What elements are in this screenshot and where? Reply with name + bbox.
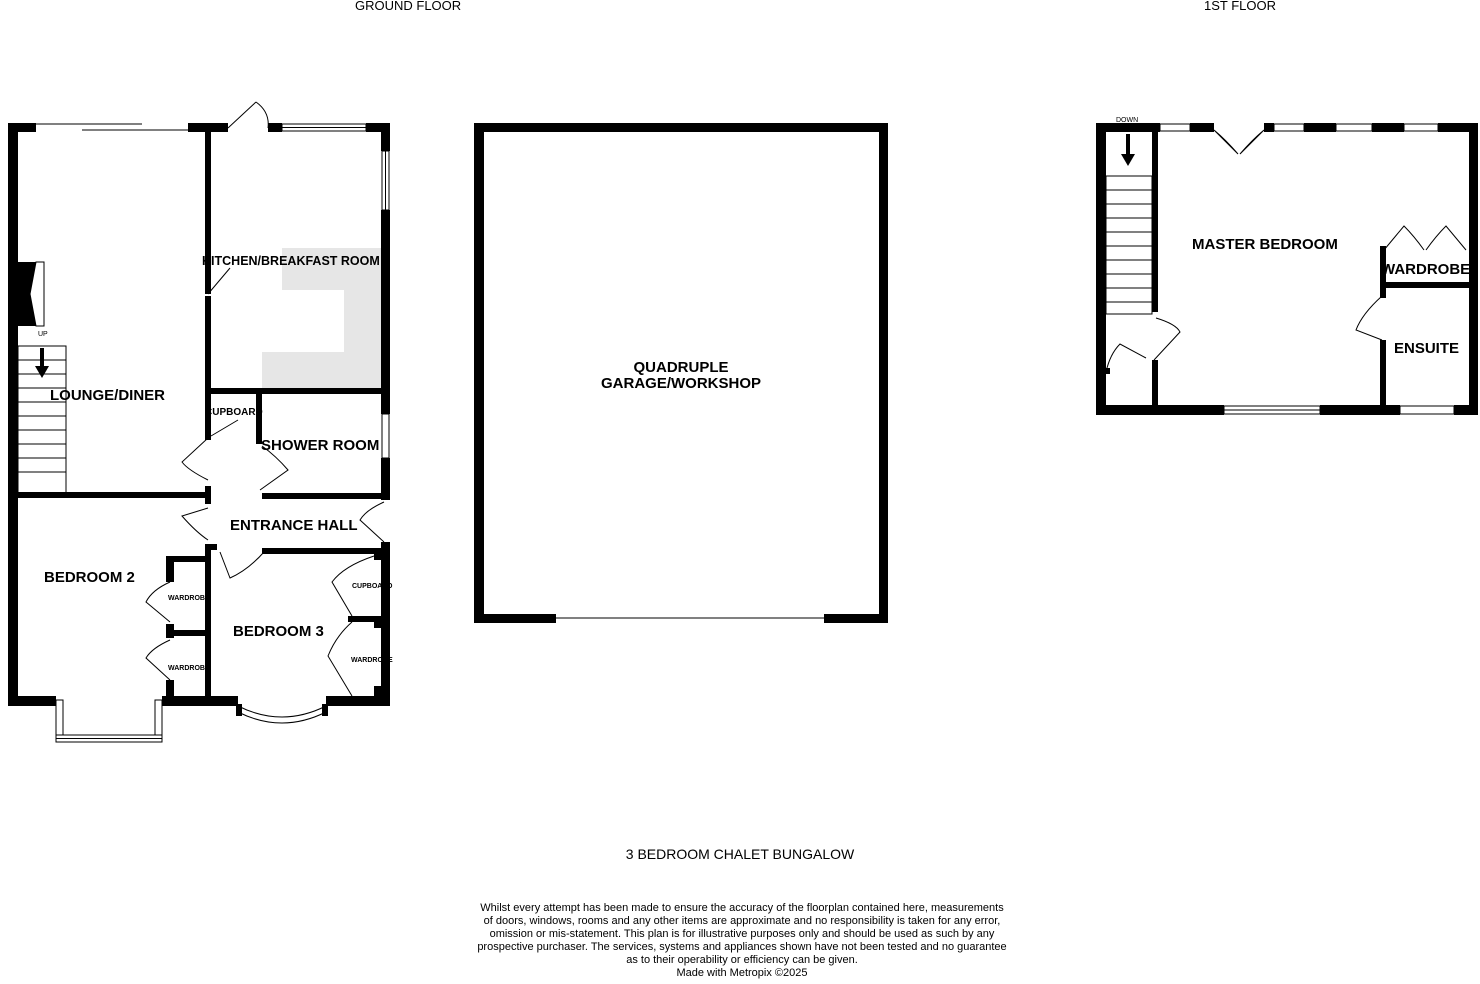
wall xyxy=(205,388,389,394)
disclaimer-line: Whilst every attempt has been made to ensure the accuracy of the floorplan contained here, measurements xyxy=(480,902,1004,914)
wall xyxy=(205,486,211,504)
wall xyxy=(374,548,382,560)
disclaimer xyxy=(440,902,1044,980)
wall xyxy=(8,696,56,706)
kitchen-worktop xyxy=(262,248,381,388)
stairs-down-label: DOWN xyxy=(1116,117,1139,124)
room-label-wardrobe: WARDROBE xyxy=(351,657,393,664)
room-label-garage-line2: GARAGE/WORKSHOP xyxy=(600,375,762,392)
wall xyxy=(474,614,556,623)
wall xyxy=(1372,123,1404,132)
disclaimer-line: Made with Metropix ©2025 xyxy=(676,967,808,979)
wall xyxy=(166,556,206,562)
disclaimer-line: prospective purchaser. The services, systems and appliances shown have not been tested and no guarantee xyxy=(477,941,1007,953)
staircase xyxy=(18,346,66,494)
room-label-bedroom-3: BEDROOM 3 xyxy=(233,623,324,640)
wall xyxy=(18,492,205,498)
wall xyxy=(879,123,888,623)
wall xyxy=(1304,123,1336,132)
wall xyxy=(474,123,888,132)
wall xyxy=(205,544,217,550)
room-label-hall-cupboard: CUPBOARD xyxy=(205,407,263,418)
wall xyxy=(1469,123,1478,415)
ground-floor-plan xyxy=(8,102,393,742)
wall xyxy=(381,542,390,706)
wall xyxy=(8,123,18,705)
wall xyxy=(1152,130,1158,312)
wall xyxy=(374,686,382,698)
wall xyxy=(1320,405,1400,415)
staircase xyxy=(1106,134,1152,314)
wall xyxy=(205,296,211,388)
room-label-garage-line1: QUADRUPLE xyxy=(633,359,729,376)
room-label-master-bedroom: MASTER BEDROOM xyxy=(1192,236,1338,253)
wall xyxy=(1380,282,1478,288)
room-label-kitchen: KITCHEN/BREAKFAST ROOM xyxy=(202,254,380,268)
wall xyxy=(1096,405,1224,415)
room-label-entrance-hall: ENTRANCE HALL xyxy=(230,517,358,534)
wall xyxy=(824,614,888,623)
room-label-ensuite: ENSUITE xyxy=(1394,340,1460,357)
wall xyxy=(205,130,211,294)
plan-title: 3 BEDROOM CHALET BUNGALOW xyxy=(625,846,855,862)
wall xyxy=(1152,360,1158,410)
room-label-shower: SHOWER ROOM xyxy=(261,437,380,454)
room-label-wardrobe: WARDROBE xyxy=(168,595,210,602)
ground-floor-title: GROUND FLOOR xyxy=(355,0,462,13)
room-label-bedroom-2: BEDROOM 2 xyxy=(44,569,135,586)
wall xyxy=(1190,123,1214,132)
disclaimer-line: of doors, windows, rooms and any other items are approximate and no responsibility is taken for any error, xyxy=(483,915,1001,927)
wall xyxy=(381,123,390,151)
wall xyxy=(1380,340,1386,412)
room-label-wardrobe: WARDROBE xyxy=(168,665,210,672)
disclaimer-line: omission or mis-statement. This plan is for illustrative purposes only and should be used as such by any xyxy=(489,928,995,940)
wall xyxy=(166,630,206,636)
wall xyxy=(166,680,174,698)
first-floor-title: 1ST FLOOR xyxy=(1204,0,1277,13)
room-label-master-wardrobe: WARDROBE xyxy=(1381,261,1471,278)
room-label-lounge: LOUNGE/DINER xyxy=(50,387,166,404)
disclaimer-line: as to their operability or efficiency can be given. xyxy=(626,954,858,966)
wall xyxy=(262,493,390,499)
wall xyxy=(348,616,390,622)
stairs-up-label: UP xyxy=(38,331,48,338)
wall xyxy=(205,544,211,706)
wall xyxy=(374,616,382,628)
wall xyxy=(381,210,390,414)
wall xyxy=(1264,123,1274,132)
wall xyxy=(474,123,484,623)
wall xyxy=(1454,405,1478,415)
wall xyxy=(268,123,282,132)
room-label-cupboard: CUPBOARD xyxy=(352,583,393,590)
